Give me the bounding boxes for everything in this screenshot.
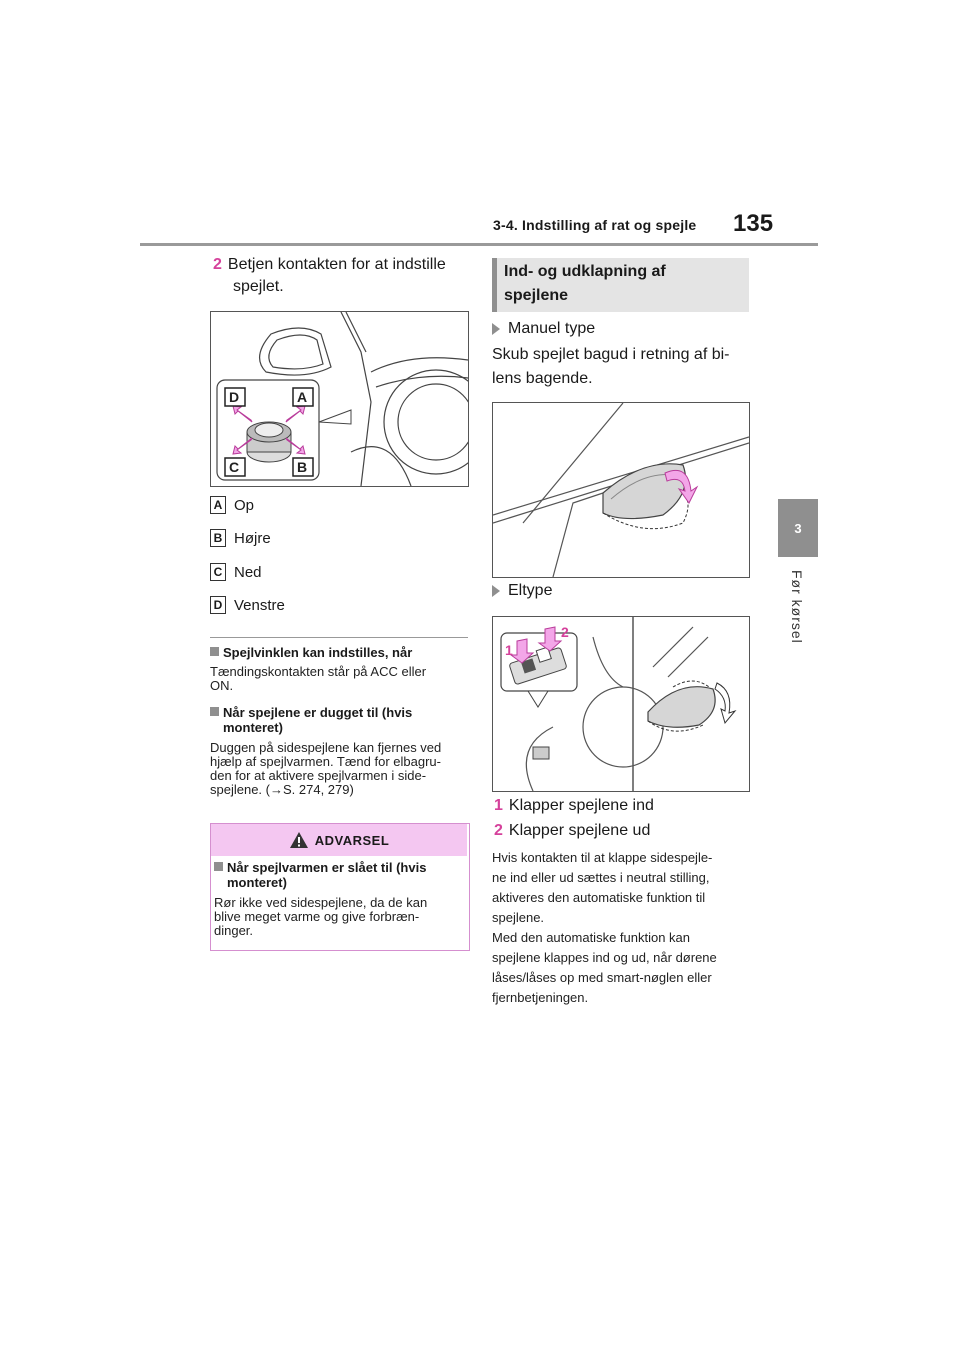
legend-text: Venstre [234, 596, 285, 614]
page-number: 135 [733, 210, 774, 237]
triangle-bullet-icon [492, 585, 500, 597]
chapter-title: Før kørsel [789, 570, 805, 644]
item-1: 1 Klapper spejlene ind [494, 797, 654, 814]
manual-type-bullet: Manuel type [492, 320, 595, 338]
notes-divider [210, 637, 468, 638]
section-title: 3-4. Indstilling af rat og spejle [493, 217, 697, 233]
fig-label-d: D [229, 389, 240, 405]
auto-function-text: Hvis kontakten til at klappe sidespejle- ne ind eller ud sættes i neutral stilling, aktiveres den automatiske funktion til spejlene. Med den automatiske funktion kan spejlene klappes ind og ud, når dørene låses/låses op med smart-nøglen eller fjernbetjeningen. [492, 850, 717, 1005]
item-2: 2 Klapper spejlene ud [494, 822, 651, 839]
section-heading: Ind- og udklapning af spejlene [492, 258, 749, 312]
callout-2: 2 [561, 624, 569, 640]
square-bullet-icon [210, 647, 219, 656]
legend-text: Højre [234, 529, 271, 547]
note-1-title: Spejlvinklen kan indstilles, når [210, 645, 412, 660]
legend-text: Ned [234, 563, 262, 581]
legend-key: C [210, 563, 226, 581]
legend-key: A [210, 496, 226, 514]
fig-label-a: A [297, 389, 308, 405]
mirror-switch-illustration [210, 311, 469, 487]
mirror-switch-drawing [211, 312, 468, 486]
electric-type-bullet: Eltype [492, 582, 552, 600]
chapter-tab: 3 [778, 499, 818, 557]
square-bullet-icon [210, 707, 219, 716]
step-text: Betjen kontakten for at indstille [227, 256, 446, 273]
warning-header: ADVARSEL [211, 824, 467, 856]
square-bullet-icon [214, 862, 223, 871]
note-1-body: Tændingskontakten står på ACC eller ON. [210, 664, 427, 693]
note-2-body: Duggen på sidespejlene kan fjernes ved hjælp af spejlvarmen. Tænd for elbagru- den for at aktivere spejlvarmen i side- spejlene. (→S. 274, 279) [210, 740, 442, 797]
step-2 [213, 254, 446, 276]
legend-key: D [210, 596, 226, 614]
triangle-bullet-icon [492, 323, 500, 335]
manual-mirror-illustration [492, 402, 750, 578]
warning-triangle-icon [289, 831, 309, 849]
manual-mirror-drawing [493, 403, 749, 577]
header-rule [140, 243, 818, 246]
legend-b [210, 529, 271, 547]
legend-key: B [210, 529, 226, 547]
note-2-title: Når spejlene er dugget til (hvis monteret) [210, 705, 412, 735]
electric-mirror-drawing [493, 617, 749, 791]
manual-text: Skub spejlet bagud i retning af bi- lens bagende. [492, 346, 730, 387]
legend-c [210, 563, 262, 581]
electric-mirror-illustration [492, 616, 750, 792]
callout-1: 1 [505, 642, 513, 658]
legend-a [210, 496, 254, 514]
step-number: 2 [213, 256, 222, 273]
warning-body: Rør ikke ved sidespejlene, da de kan blive meget varme og give forbræn- dinger. [214, 895, 428, 938]
legend-text: Op [234, 496, 255, 514]
legend-d [210, 596, 285, 614]
fig-label-c: C [229, 459, 240, 475]
step-2-cont: spejlet. [233, 278, 284, 295]
fig-label-b: B [297, 459, 308, 475]
warning-subtitle: Når spejlvarmen er slået til (hvis monteret) [214, 860, 426, 890]
